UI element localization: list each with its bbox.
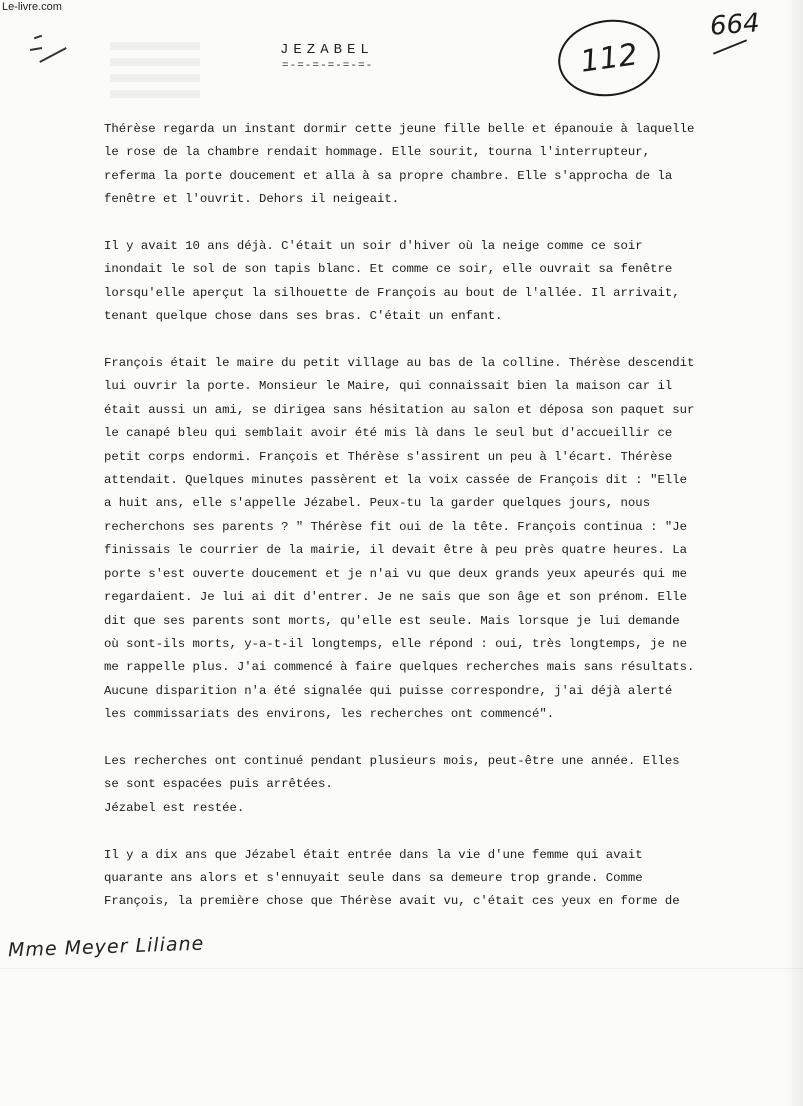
corner-number: 664 bbox=[709, 8, 761, 42]
text-line: petit corps endormi. François et Thérèse s'assirent un peu à l'écart. Thérèse bbox=[104, 449, 673, 464]
text-line: Les recherches ont continué pendant plusieurs mois, peut-être une année. Elles bbox=[104, 753, 680, 768]
watermark: Le-livre.com bbox=[2, 1, 62, 13]
text-line: referma la porte doucement et alla à sa propre chambre. Elle s'approcha de la bbox=[104, 168, 673, 183]
paragraph bbox=[104, 750, 754, 820]
body-text bbox=[104, 118, 754, 937]
text-line: Il y a dix ans que Jézabel était entrée dans la vie d'une femme qui avait bbox=[104, 847, 643, 862]
text-line: Jézabel est restée. bbox=[104, 800, 245, 815]
page-title: JEZABEL bbox=[280, 42, 374, 58]
text-line: quarante ans alors et s'ennuyait seule dans sa demeure trop grande. Comme bbox=[104, 870, 643, 885]
circled-number-text: 112 bbox=[578, 36, 640, 80]
text-line: où sont-ils morts, y-a-t-il longtemps, elle répond : oui, très longtemps, je ne bbox=[104, 636, 687, 651]
pen-marks bbox=[30, 34, 70, 64]
handwritten-signature: Mme Meyer Liliane bbox=[7, 932, 205, 962]
text-line: a huit ans, elle s'appelle Jézabel. Peux-tu la garder quelques jours, nous bbox=[104, 496, 651, 511]
paragraph bbox=[104, 352, 754, 727]
text-line: finissais le courrier de la mairie, il devait être à peu près quatre heures. La bbox=[104, 543, 687, 558]
text-line: porte s'est ouverte doucement et je n'ai vu que deux grands yeux apeurés qui me bbox=[104, 566, 687, 581]
text-line: le rose de la chambre rendait hommage. Elle sourit, tourna l'interrupteur, bbox=[104, 145, 651, 160]
text-line: les commissariats des environs, les recherches ont commencé". bbox=[104, 707, 555, 722]
paragraph bbox=[104, 844, 754, 914]
text-line: Il y avait 10 ans déjà. C'était un soir d'hiver où la neige comme ce soir bbox=[104, 239, 643, 254]
text-line: Aucune disparition n'a été signalée qui puisse correspondre, j'ai déjà alerté bbox=[104, 683, 673, 698]
page-edge bbox=[0, 968, 803, 969]
faint-bleed-through bbox=[110, 42, 200, 98]
circled-page-number bbox=[553, 13, 665, 102]
text-line: inondait le sol de son tapis blanc. Et comme ce soir, elle ouvrait sa fenêtre bbox=[104, 262, 673, 277]
paragraph bbox=[104, 118, 754, 212]
text-line: François, la première chose que Thérèse avait vu, c'était ces yeux en forme de bbox=[104, 894, 680, 909]
text-line: lorsqu'elle aperçut la silhouette de François au bout de l'allée. Il arrivait, bbox=[104, 285, 680, 300]
text-line: se sont espacées puis arrêtées. bbox=[104, 777, 333, 792]
text-line: François était le maire du petit village au bas de la colline. Thérèse descendit bbox=[104, 356, 695, 371]
text-line: fenêtre et l'ouvrit. Dehors il neigeait. bbox=[104, 192, 400, 207]
text-line: le canapé bleu qui semblait avoir été mis là dans le seul but d'accueillir ce bbox=[104, 426, 673, 441]
text-line: attendait. Quelques minutes passèrent et la voix cassée de François dit : "Elle bbox=[104, 473, 687, 488]
corner-mark bbox=[713, 39, 747, 54]
text-line: tenant quelque chose dans ses bras. C'était un enfant. bbox=[104, 309, 503, 324]
text-line: regardaient. Je lui ai dit d'entrer. Je ne sais que son âge et son prénom. Elle bbox=[104, 590, 687, 605]
text-line: dit que ses parents sont morts, qu'elle est seule. Mais lorsque je lui demande bbox=[104, 613, 680, 628]
text-line: Thérèse regarda un instant dormir cette jeune fille belle et épanouie à laquelle bbox=[104, 122, 695, 136]
text-line: lui ouvrir la porte. Monsieur le Maire, qui connaissait bien la maison car il bbox=[104, 379, 673, 394]
paragraph bbox=[104, 235, 754, 329]
text-line: me rappelle plus. J'ai commencé à faire quelques recherches mais sans résultats. bbox=[104, 660, 695, 675]
title-underline: =-=-=-=-=-=- bbox=[282, 60, 374, 72]
text-line: était aussi un ami, se dirigea sans hésitation au salon et déposa son paquet sur bbox=[104, 402, 695, 417]
text-line: recherchons ses parents ? " Thérèse fit oui de la tête. François continua : "Je bbox=[104, 519, 687, 534]
